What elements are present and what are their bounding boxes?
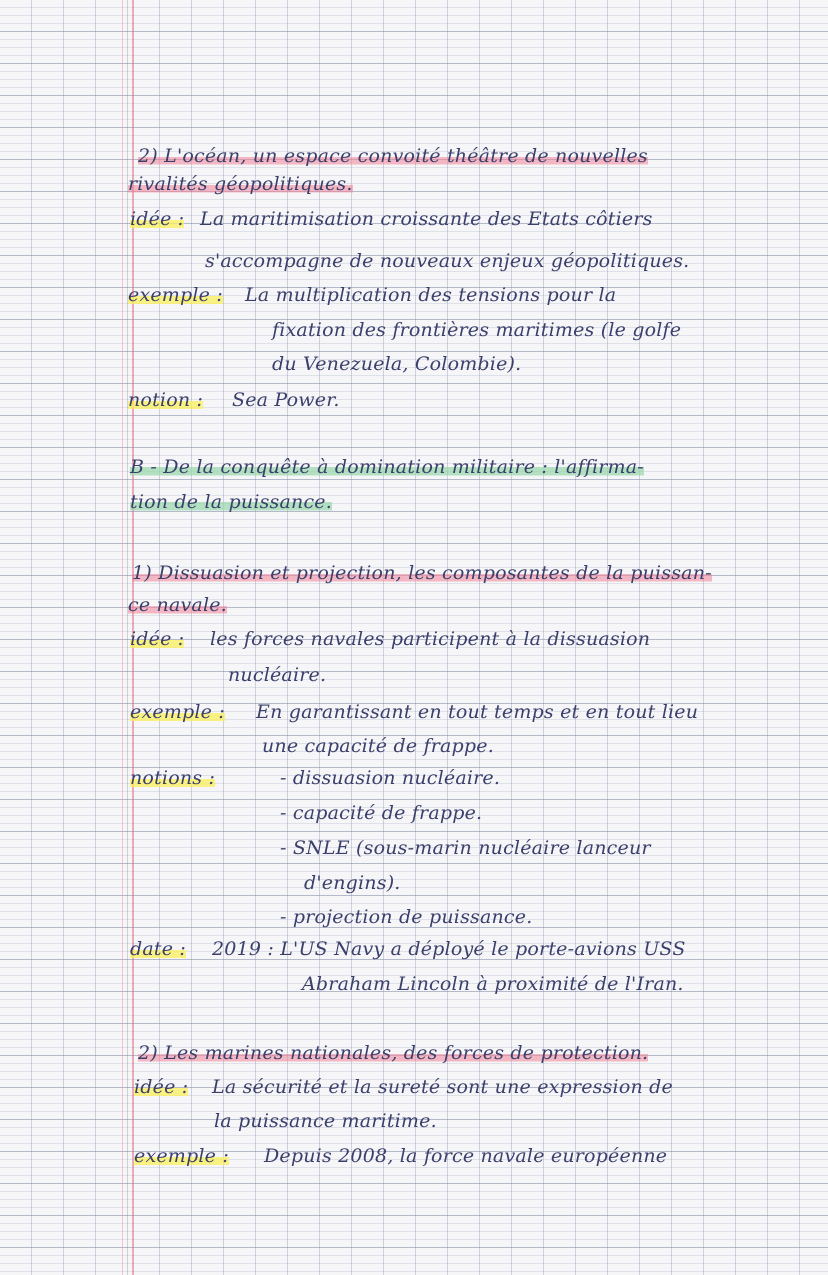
exemple-text-line1: Depuis 2008, la force navale européenne [264,1145,668,1167]
date-label: date : [130,938,187,960]
idee-label: idée : [134,1076,189,1098]
section-b1-title-line2: ce navale. [128,594,227,616]
notion-value: Sea Power. [232,389,340,411]
exemple-label: exemple : [130,701,225,723]
exemple-text-line2: fixation des frontières maritimes (le golfe [272,319,682,341]
idee-text-line2: s'accompagne de nouveaux enjeux géopolitiques. [205,250,690,272]
section-a2-title-line1: 2) L'océan, un espace convoité théâtre de nouvelles [138,145,648,167]
notion-item: - SNLE (sous-marin nucléaire lanceur [280,837,651,859]
idee-text-line1: les forces navales participent à la dissuasion [210,628,651,650]
idee-text-line2: nucléaire. [228,664,327,686]
section-b-title-line2: tion de la puissance. [130,491,332,513]
exemple-text-line3: du Venezuela, Colombie). [272,353,522,375]
idee-text-line1: La sécurité et la sureté sont une expression de [212,1076,673,1098]
exemple-text-line1: En garantissant en tout temps et en tout lieu [256,701,699,723]
section-a2-title-line2: rivalités géopolitiques. [128,173,353,195]
exemple-text-line1: La multiplication des tensions pour la [245,284,617,306]
section-b2-title: 2) Les marines nationales, des forces de protection. [138,1042,649,1064]
idee-label: idée : [130,628,185,650]
section-b1-title-line1: 1) Dissuasion et projection, les composantes de la puissan- [132,562,712,584]
notion-item: d'engins). [304,872,401,894]
margin-line-secondary [122,0,123,1275]
idee-text-line1: La maritimisation croissante des Etats côtiers [200,208,653,230]
section-b-title-line1: B - De la conquête à domination militaire : l'affirma- [130,456,644,478]
notion-item: - capacité de frappe. [280,802,483,824]
notion-item: - dissuasion nucléaire. [280,767,501,789]
notion-label: notion : [128,389,204,411]
notions-label: notions : [130,767,216,789]
notion-item: - projection de puissance. [280,906,533,928]
exemple-label: exemple : [134,1145,229,1167]
idee-label: idée : [130,208,185,230]
date-text-line2: Abraham Lincoln à proximité de l'Iran. [302,973,684,995]
exemple-text-line2: une capacité de frappe. [262,735,494,757]
idee-text-line2: la puissance maritime. [214,1110,437,1132]
exemple-label: exemple : [128,284,223,306]
date-text-line1: 2019 : L'US Navy a déployé le porte-avions USS [212,938,686,960]
